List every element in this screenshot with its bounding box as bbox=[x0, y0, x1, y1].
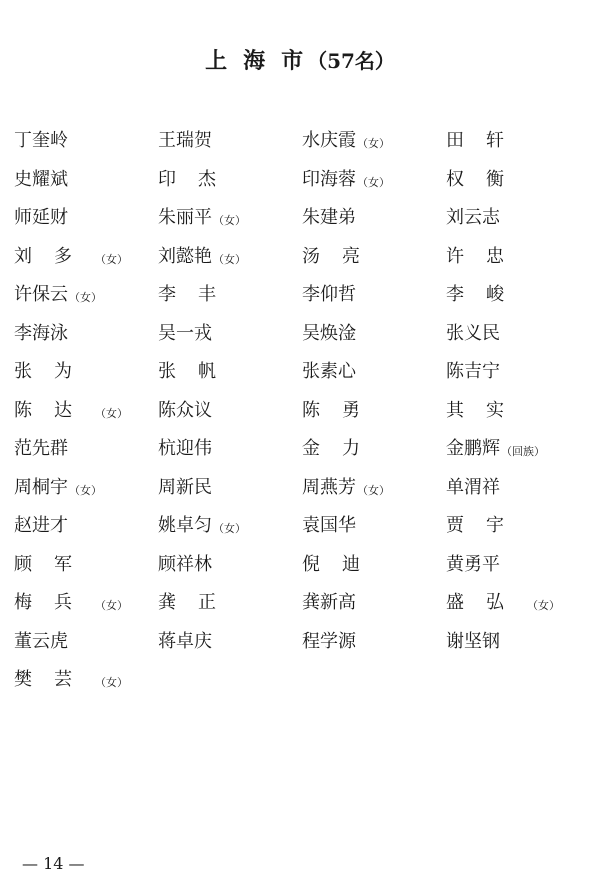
list-item bbox=[158, 244, 302, 283]
person-name: 金力 bbox=[302, 438, 382, 459]
person-name: 梅兵 bbox=[14, 592, 94, 613]
list-item bbox=[446, 590, 594, 629]
list-item bbox=[446, 513, 594, 552]
list-item bbox=[302, 244, 446, 283]
person-name: 李海泳 bbox=[14, 322, 68, 344]
person-name: 朱丽平 bbox=[158, 207, 212, 228]
person-name: 李峻 bbox=[446, 284, 526, 305]
list-item bbox=[14, 667, 158, 706]
person-name: 张素心 bbox=[302, 361, 356, 382]
person-name: 水庆霞 bbox=[302, 130, 356, 151]
person-name: 单渭祥 bbox=[446, 476, 500, 498]
person-note: （女） bbox=[95, 676, 128, 689]
person-name: 张帆 bbox=[158, 361, 238, 382]
list-item bbox=[302, 629, 446, 668]
list-item bbox=[446, 436, 594, 475]
person-name: 李仰哲 bbox=[302, 284, 356, 305]
person-name: 其实 bbox=[446, 399, 526, 421]
person-name: 陈吉宁 bbox=[446, 361, 500, 382]
list-item bbox=[446, 475, 594, 514]
person-name: 樊芸 bbox=[14, 669, 94, 690]
list-item bbox=[446, 552, 594, 591]
person-name: 赵进才 bbox=[14, 515, 68, 536]
person-name: 程学源 bbox=[302, 630, 356, 652]
person-name: 汤亮 bbox=[302, 245, 382, 267]
title-region: 上海市 bbox=[205, 48, 320, 74]
person-name: 袁国华 bbox=[302, 515, 356, 536]
list-item bbox=[446, 167, 594, 206]
list-item bbox=[446, 398, 594, 437]
list-item bbox=[158, 282, 302, 321]
person-name: 陈众议 bbox=[158, 399, 212, 421]
person-name: 田轩 bbox=[446, 130, 526, 151]
person-name: 蒋卓庆 bbox=[158, 630, 212, 652]
list-item bbox=[158, 128, 302, 167]
person-name: 印杰 bbox=[158, 168, 238, 190]
list-item bbox=[14, 321, 158, 360]
list-item bbox=[158, 629, 302, 668]
list-item bbox=[446, 359, 594, 398]
list-item bbox=[14, 436, 158, 475]
person-name: 顾军 bbox=[14, 553, 94, 575]
person-note: （女） bbox=[69, 483, 102, 497]
list-item bbox=[446, 629, 594, 668]
list-item bbox=[302, 167, 446, 206]
person-note: （女） bbox=[213, 214, 246, 227]
list-item bbox=[302, 398, 446, 437]
person-name: 董云虎 bbox=[14, 630, 68, 652]
list-item bbox=[158, 398, 302, 437]
person-name: 吴一戎 bbox=[158, 322, 212, 344]
page-title bbox=[0, 44, 600, 75]
person-name: 龚新高 bbox=[302, 592, 356, 613]
list-item bbox=[158, 359, 302, 398]
list-item bbox=[302, 513, 446, 552]
list-item bbox=[302, 205, 446, 244]
person-name: 刘多 bbox=[14, 245, 94, 267]
person-name: 谢坚钢 bbox=[446, 630, 500, 652]
person-name: 史耀斌 bbox=[14, 168, 68, 190]
list-item bbox=[302, 552, 446, 591]
list-item bbox=[14, 167, 158, 206]
person-name: 姚卓匀 bbox=[158, 515, 212, 536]
person-note: （女） bbox=[357, 175, 390, 189]
person-name: 印海蓉 bbox=[302, 168, 356, 190]
list-item bbox=[302, 475, 446, 514]
person-name: 王瑞贺 bbox=[158, 130, 212, 151]
person-name: 许忠 bbox=[446, 245, 526, 267]
person-name: 许保云 bbox=[14, 284, 68, 305]
person-name: 朱建弟 bbox=[302, 207, 356, 228]
list-item bbox=[302, 590, 446, 629]
person-name: 陈达 bbox=[14, 399, 94, 421]
list-item bbox=[14, 282, 158, 321]
list-item bbox=[302, 321, 446, 360]
person-name: 周桐宇 bbox=[14, 476, 68, 498]
list-item bbox=[302, 359, 446, 398]
list-item bbox=[158, 167, 302, 206]
list-item bbox=[302, 436, 446, 475]
list-item bbox=[14, 398, 158, 437]
list-item bbox=[446, 205, 594, 244]
list-item bbox=[158, 475, 302, 514]
list-item bbox=[14, 552, 158, 591]
list-item bbox=[158, 436, 302, 475]
person-note: （女） bbox=[95, 252, 128, 266]
person-note: （女） bbox=[357, 483, 390, 497]
person-name: 杭迎伟 bbox=[158, 438, 212, 459]
person-name: 贾宇 bbox=[446, 515, 526, 536]
list-item bbox=[158, 590, 302, 629]
person-name: 周新民 bbox=[158, 476, 212, 498]
person-note: （女） bbox=[213, 252, 246, 266]
list-item bbox=[302, 128, 446, 167]
list-item bbox=[158, 513, 302, 552]
person-note: （女） bbox=[95, 406, 128, 420]
list-item bbox=[446, 244, 594, 283]
person-name: 顾祥林 bbox=[158, 553, 212, 575]
list-item bbox=[14, 205, 158, 244]
person-name: 黄勇平 bbox=[446, 553, 500, 575]
list-item bbox=[446, 321, 594, 360]
person-name: 刘懿艳 bbox=[158, 245, 212, 267]
list-item bbox=[14, 629, 158, 668]
title-count: （57名） bbox=[307, 49, 395, 73]
person-name: 陈勇 bbox=[302, 399, 382, 421]
person-name: 倪迪 bbox=[302, 553, 382, 575]
person-note: （女） bbox=[69, 291, 102, 304]
list-item bbox=[14, 244, 158, 283]
person-name: 周燕芳 bbox=[302, 476, 356, 498]
person-name: 张义民 bbox=[446, 322, 500, 344]
list-item bbox=[158, 552, 302, 591]
person-note: （回族） bbox=[501, 445, 545, 458]
person-name: 吴焕淦 bbox=[302, 322, 356, 344]
person-name: 师延财 bbox=[14, 207, 68, 228]
person-name: 张为 bbox=[14, 361, 94, 382]
person-note: （女） bbox=[213, 522, 246, 535]
list-item bbox=[446, 128, 594, 167]
list-item bbox=[14, 475, 158, 514]
name-list bbox=[14, 128, 594, 706]
page-number: — 14 — bbox=[22, 854, 85, 873]
list-item bbox=[158, 205, 302, 244]
list-item bbox=[14, 590, 158, 629]
list-item bbox=[158, 321, 302, 360]
person-name: 李丰 bbox=[158, 284, 238, 305]
person-note: （女） bbox=[357, 137, 390, 150]
person-name: 范先群 bbox=[14, 438, 68, 459]
list-item bbox=[14, 359, 158, 398]
list-item bbox=[302, 282, 446, 321]
list-item bbox=[14, 513, 158, 552]
list-item bbox=[14, 128, 158, 167]
person-name: 金鹏辉 bbox=[446, 438, 500, 459]
person-name: 龚正 bbox=[158, 592, 238, 613]
person-name: 盛弘 bbox=[446, 592, 526, 613]
person-name: 刘云志 bbox=[446, 207, 500, 228]
person-note: （女） bbox=[527, 599, 560, 612]
person-name: 权衡 bbox=[446, 168, 526, 190]
person-note: （女） bbox=[95, 599, 128, 612]
person-name: 丁奎岭 bbox=[14, 130, 68, 151]
list-item bbox=[446, 282, 594, 321]
